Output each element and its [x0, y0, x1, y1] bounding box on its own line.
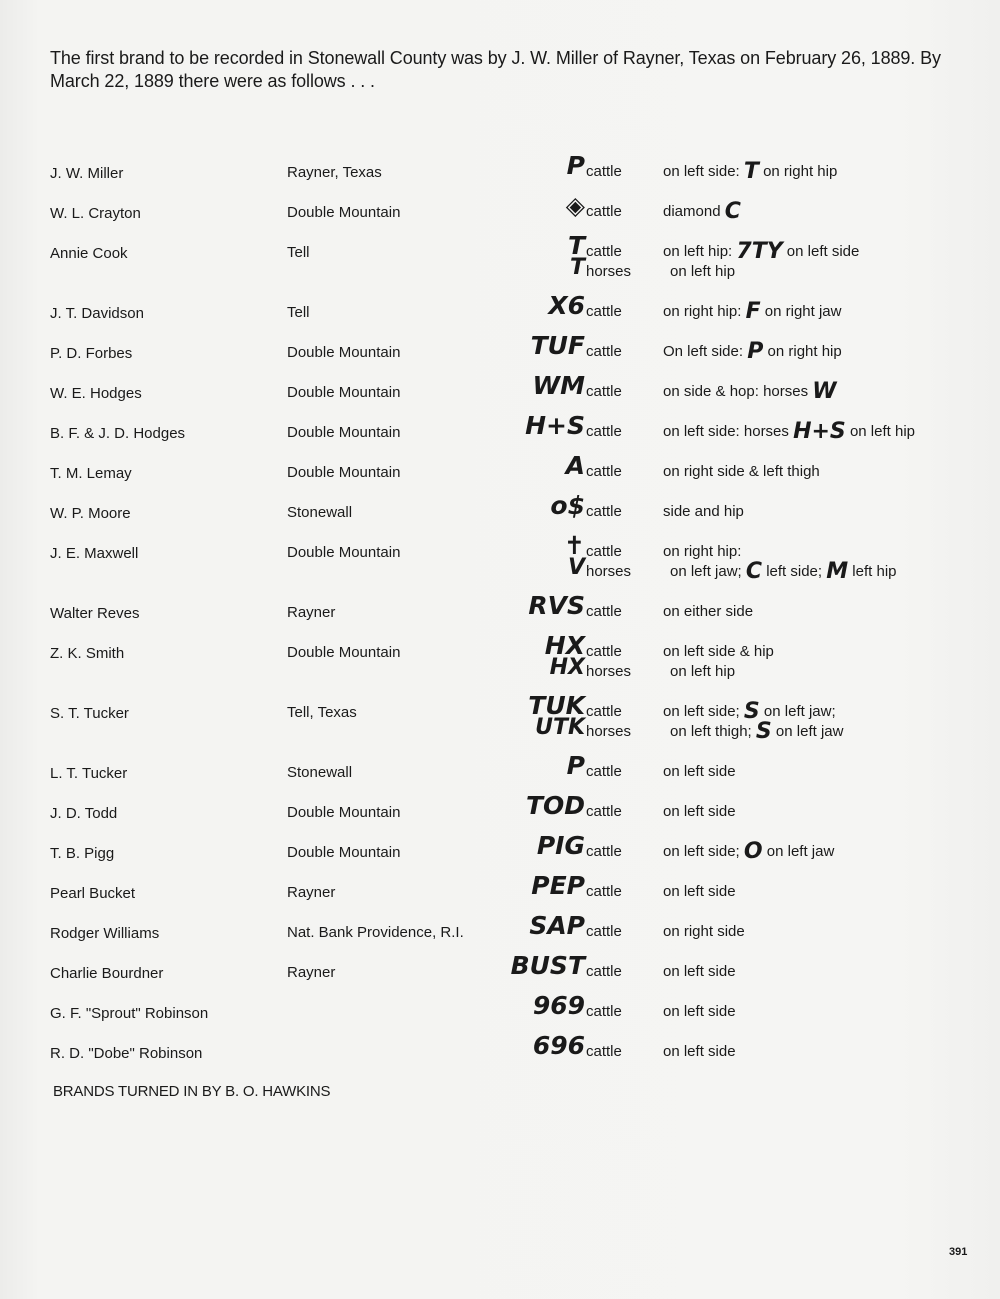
brand-row	[0, 291, 1000, 343]
livestock-type-second: horses	[586, 563, 632, 580]
livestock-type-second: horses	[586, 663, 632, 680]
brand-location-note: On left side: P on right hip	[663, 339, 842, 364]
livestock-type: cattle	[586, 843, 622, 860]
page-number: 391	[949, 1246, 968, 1258]
brand-location-note: on left side	[663, 963, 736, 980]
livestock-type: cattle	[586, 643, 622, 660]
owner-location: Rayner	[287, 964, 336, 981]
owner-location: Rayner	[287, 604, 336, 621]
livestock-type: cattle	[586, 503, 622, 520]
brand-row	[0, 991, 1000, 1043]
owner-name: W. E. Hodges	[50, 385, 142, 402]
brand-location-note: diamond C	[663, 199, 741, 224]
brand-symbol-second: S	[755, 719, 772, 744]
brand-row	[0, 191, 1000, 243]
brand-mark: RVS	[528, 591, 585, 620]
brand-mark: HX	[544, 631, 585, 660]
brand-location-note: on right hip: F on right jaw	[663, 299, 842, 324]
brand-symbol: H+S	[793, 419, 846, 444]
brand-location-note: on left side	[663, 803, 736, 820]
brand-row	[0, 871, 1000, 923]
brand-location-note-second: on left jaw; C left side; M left hip	[670, 559, 897, 584]
livestock-type: cattle	[586, 883, 622, 900]
livestock-type: cattle	[586, 463, 622, 480]
brand-mark: PIG	[536, 831, 585, 860]
brand-location-note: side and hip	[663, 503, 744, 520]
brand-row	[0, 411, 1000, 463]
brand-row	[0, 1031, 1000, 1083]
brand-mark-second: V	[567, 555, 585, 580]
brand-location-note-second: on left thigh; S on left jaw	[670, 719, 844, 744]
brand-row	[0, 911, 1000, 963]
brand-symbol: W	[812, 379, 837, 404]
brand-row	[0, 331, 1000, 383]
owner-location: Double Mountain	[287, 844, 401, 861]
brand-mark: X6	[548, 291, 585, 320]
owner-name: J. W. Miller	[50, 165, 124, 182]
owner-name: Z. K. Smith	[50, 645, 125, 662]
brand-symbol-second: M	[826, 559, 849, 584]
brand-row	[0, 371, 1000, 423]
owner-name: J. D. Todd	[50, 805, 118, 822]
owner-name: W. P. Moore	[50, 505, 131, 522]
livestock-type: cattle	[586, 1003, 622, 1020]
brand-location-note: on side & hop: horses W	[663, 379, 837, 404]
brand-row	[0, 231, 1000, 283]
owner-name: B. F. & J. D. Hodges	[50, 425, 186, 442]
footer-credit: BRANDS TURNED IN BY B. O. HAWKINS	[53, 1083, 331, 1100]
brand-row	[0, 751, 1000, 803]
brand-location-note: on left side: T on right hip	[663, 159, 838, 184]
livestock-type: cattle	[586, 303, 622, 320]
brand-row	[0, 831, 1000, 883]
brand-mark: TUF	[530, 331, 585, 360]
brand-mark: WM	[532, 371, 585, 400]
brand-mark: SAP	[529, 911, 585, 940]
brand-location-note: on left hip: 7TY on left side	[663, 239, 860, 264]
owner-location: Double Mountain	[287, 204, 401, 221]
brand-row	[0, 491, 1000, 543]
brand-row	[0, 631, 1000, 683]
owner-location: Tell, Texas	[287, 704, 357, 721]
brand-location-note: on right hip:	[663, 543, 742, 560]
brand-location-note: on left side: horses H+S on left hip	[663, 419, 915, 444]
owner-name: Annie Cook	[50, 245, 128, 262]
owner-location: Rayner, Texas	[287, 164, 382, 181]
owner-name: J. E. Maxwell	[50, 545, 139, 562]
owner-location: Double Mountain	[287, 544, 401, 561]
brand-mark: A	[565, 451, 585, 480]
livestock-type: cattle	[586, 243, 622, 260]
livestock-type: cattle	[586, 603, 622, 620]
brand-row	[0, 151, 1000, 203]
owner-name: L. T. Tucker	[50, 765, 128, 782]
brand-location-note-second: on left hip	[670, 263, 736, 280]
livestock-type: cattle	[586, 923, 622, 940]
livestock-type-second: horses	[586, 723, 632, 740]
brand-mark: 696	[532, 1031, 585, 1060]
owner-location: Stonewall	[287, 504, 353, 521]
livestock-type: cattle	[586, 803, 622, 820]
intro-paragraph: The first brand to be recorded in Stonewall County was by J. W. Miller of Rayner, Texas on February 26, 1889. By March 22, 1889 there were as follows . . .	[50, 48, 941, 91]
owner-location: Double Mountain	[287, 424, 401, 441]
brand-symbol: P	[747, 339, 764, 364]
livestock-type: cattle	[586, 963, 622, 980]
brand-symbol: C	[745, 559, 763, 584]
brand-mark: TOD	[525, 791, 585, 820]
brand-location-note: on right side & left thigh	[663, 463, 820, 480]
livestock-type: cattle	[586, 423, 622, 440]
brand-row	[0, 791, 1000, 843]
owner-name: R. D. "Dobe" Robinson	[50, 1045, 203, 1062]
brand-symbol: C	[724, 199, 741, 224]
livestock-type: cattle	[586, 763, 622, 780]
brand-location-note: on left side	[663, 883, 736, 900]
brand-symbol: 7TY	[736, 239, 783, 264]
owner-location: Tell	[287, 304, 310, 321]
owner-name: J. T. Davidson	[50, 305, 144, 322]
brand-mark: ✝	[564, 531, 585, 560]
brand-row	[0, 591, 1000, 643]
owner-name: T. B. Pigg	[50, 845, 115, 862]
owner-name: P. D. Forbes	[50, 345, 133, 362]
brand-mark: o$	[550, 491, 585, 520]
brand-mark: P	[566, 751, 585, 780]
brand-location-note: on either side	[663, 603, 754, 620]
brand-symbol: O	[743, 839, 763, 864]
livestock-type: cattle	[586, 703, 622, 720]
owner-name: Pearl Bucket	[50, 885, 136, 902]
owner-name: T. M. Lemay	[50, 465, 132, 482]
owner-location: Double Mountain	[287, 464, 401, 481]
owner-location: Rayner	[287, 884, 336, 901]
brand-location-note-second: on left hip	[670, 663, 736, 680]
brand-mark: T	[567, 231, 585, 260]
livestock-type: cattle	[586, 543, 622, 560]
owner-name: S. T. Tucker	[50, 705, 129, 722]
brand-mark: 969	[532, 991, 585, 1020]
brand-row	[0, 951, 1000, 1003]
brand-location-note: on left side & hip	[663, 643, 774, 660]
brand-location-note: on left side	[663, 763, 736, 780]
owner-name: Rodger Williams	[50, 925, 160, 942]
livestock-type: cattle	[586, 343, 622, 360]
livestock-type: cattle	[586, 203, 622, 220]
owner-location: Stonewall	[287, 764, 353, 781]
brand-row	[0, 451, 1000, 503]
owner-name: W. L. Crayton	[50, 205, 141, 222]
brand-mark: ◈	[565, 191, 585, 220]
livestock-type-second: horses	[586, 263, 632, 280]
owner-location: Double Mountain	[287, 644, 401, 661]
owner-location: Double Mountain	[287, 384, 401, 401]
brand-row	[0, 691, 1000, 744]
owner-location: Double Mountain	[287, 344, 401, 361]
brand-mark-second: UTK	[535, 715, 585, 740]
brand-mark-second: T	[569, 255, 585, 280]
brand-mark: TUK	[528, 691, 585, 720]
brand-mark: P	[566, 151, 585, 180]
brand-mark: PEP	[531, 871, 585, 900]
owner-name: Walter Reves	[50, 605, 140, 622]
brand-symbol: T	[743, 159, 759, 184]
brand-location-note: on left side	[663, 1003, 736, 1020]
brand-mark: H+S	[525, 411, 585, 440]
livestock-type: cattle	[586, 383, 622, 400]
owner-location: Double Mountain	[287, 804, 401, 821]
livestock-type: cattle	[586, 163, 622, 180]
brand-mark-second: HX	[549, 655, 585, 680]
brand-row	[0, 531, 1000, 584]
brand-symbol: S	[743, 699, 760, 724]
brand-location-note: on left side	[663, 1043, 736, 1060]
owner-location: Tell	[287, 244, 310, 261]
brand-location-note: on left side; S on left jaw;	[663, 699, 836, 724]
brand-location-note: on right side	[663, 923, 745, 940]
livestock-type: cattle	[586, 1043, 622, 1060]
owner-name: Charlie Bourdner	[50, 965, 164, 982]
brand-mark: BUST	[510, 951, 585, 980]
brand-location-note: on left side; O on left jaw	[663, 839, 835, 864]
brand-symbol: F	[745, 299, 761, 324]
owner-location: Nat. Bank Providence, R.I.	[287, 924, 464, 941]
owner-name: G. F. "Sprout" Robinson	[50, 1005, 209, 1022]
